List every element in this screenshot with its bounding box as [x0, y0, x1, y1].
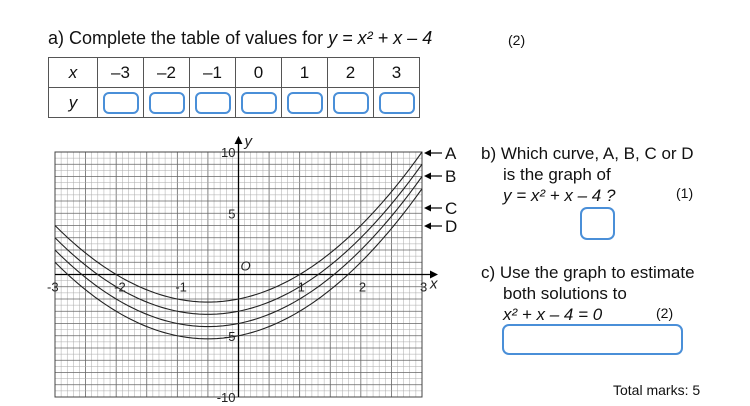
marks-a: (2) [508, 32, 526, 48]
curve-label-a: A [445, 144, 457, 163]
x-tick-label: -3 [47, 279, 59, 295]
curve-label-b: B [445, 167, 457, 186]
y-header: y [49, 88, 98, 118]
x-value: –1 [190, 58, 236, 88]
question-c-line1: c) Use the graph to estimate [481, 263, 695, 282]
curve-pointer-arrow [424, 205, 431, 212]
x-value: –2 [144, 58, 190, 88]
curve-pointer-arrow [424, 150, 431, 157]
answer-c-input[interactable] [502, 324, 683, 355]
origin-label: O [240, 258, 251, 274]
x-tick-label: 1 [297, 279, 305, 295]
curve-pointer-arrow [424, 173, 431, 180]
y-axis-label: y [244, 133, 252, 150]
y-tick-label: 5 [228, 206, 236, 222]
y-axis-arrow [235, 136, 243, 144]
x-axis-label: x [430, 275, 438, 293]
curve-label-d: D [445, 217, 458, 236]
y-tick-label: -5 [223, 328, 236, 344]
question-c-line2: both solutions to [503, 284, 627, 303]
x-tick-label: 3 [420, 279, 428, 295]
answer-b-input[interactable] [580, 207, 615, 240]
curve-label-c: C [445, 199, 458, 218]
x-tick-label: -1 [175, 279, 187, 295]
graph-labels [47, 133, 457, 405]
y-tick-label: -10 [216, 390, 236, 405]
x-value: –3 [98, 58, 144, 88]
question-b-line2: is the graph of [503, 165, 611, 184]
marks-c: (2) [656, 305, 674, 321]
x-value: 0 [236, 58, 282, 88]
question-b-equation: y = x² + x – 4 ? [503, 186, 616, 205]
question-b-line1: b) Which curve, A, B, C or D [481, 144, 694, 163]
x-value: 2 [328, 58, 374, 88]
x-tick-label: 2 [358, 279, 367, 295]
x-tick-label: -2 [114, 279, 126, 295]
marks-b: (1) [676, 185, 694, 201]
question-c-equation: x² + x – 4 = 0 [503, 305, 603, 324]
x-header: x [49, 58, 98, 88]
question-a-text: a) Complete the table of values for [48, 28, 329, 48]
x-value: 1 [282, 58, 328, 88]
curve-pointer-arrow [424, 223, 431, 230]
y-tick-label: 10 [221, 145, 236, 160]
question-a-equation: y = x² + x – 4 [328, 28, 433, 48]
total-marks: Total marks: 5 [613, 382, 701, 398]
x-value: 3 [374, 58, 420, 88]
question-b [481, 143, 694, 206]
